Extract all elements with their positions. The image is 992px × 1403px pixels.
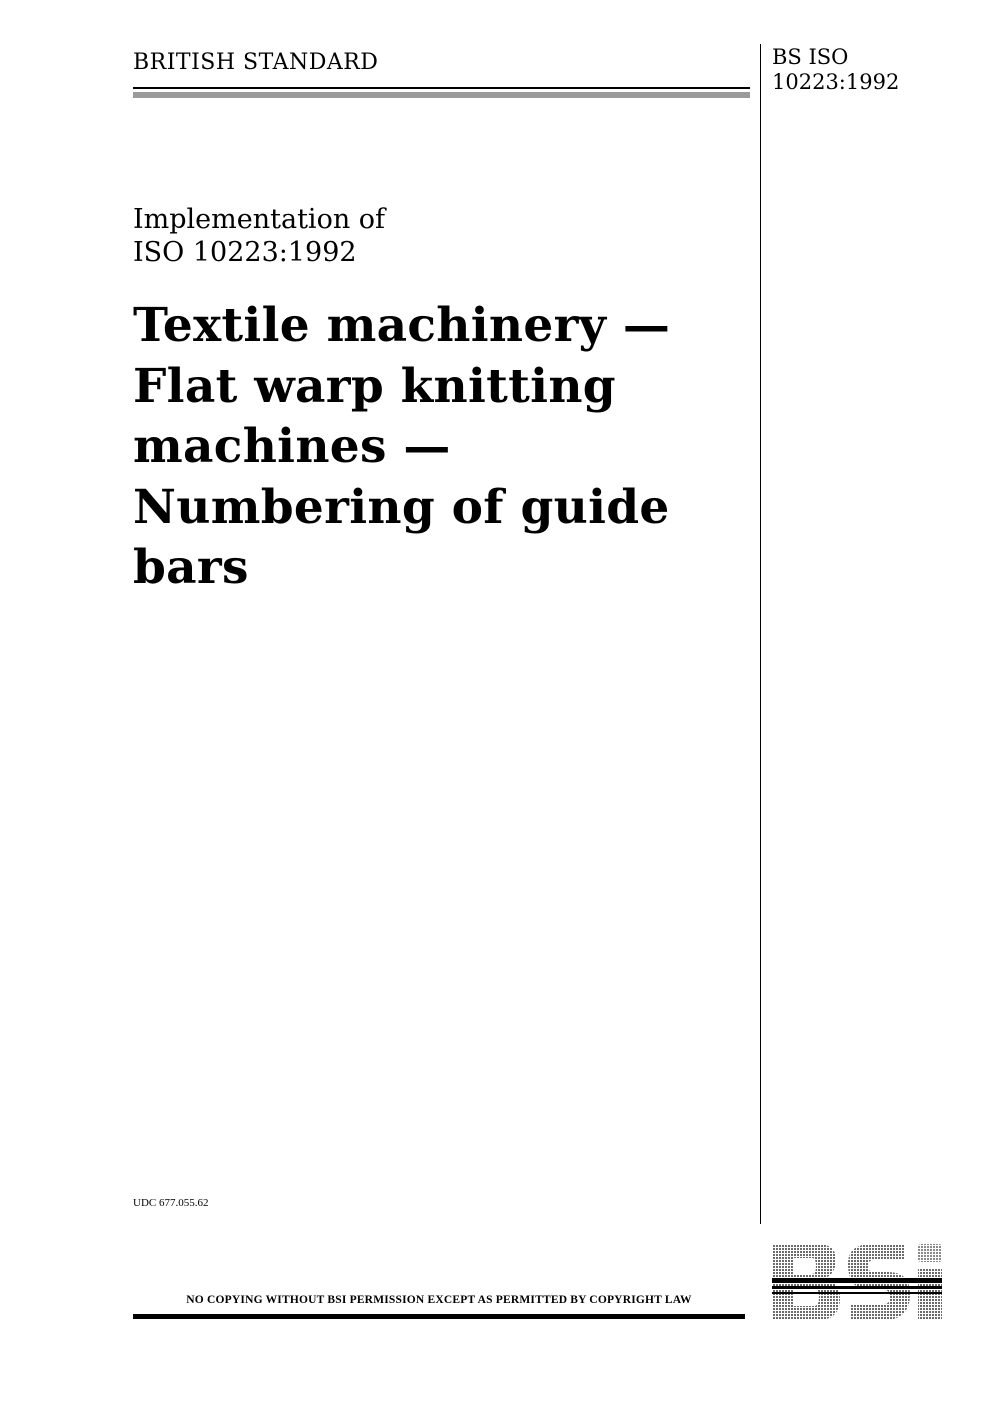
document-title [133,296,753,599]
implementation-line1: Implementation of [133,204,386,235]
bsi-logo [770,1242,945,1322]
implementation-line2: ISO 10223:1992 [133,237,357,268]
implementation-note [133,203,385,269]
title-line: Numbering of guide [133,479,670,535]
standard-number-line2: 10223:1992 [772,70,900,94]
udc-code: UDC 677.055.62 [133,1197,209,1209]
vertical-divider [760,44,761,1224]
title-line: bars [133,540,249,595]
title-line: Textile machinery — [133,298,671,353]
header-rule [133,87,750,98]
series-label: BRITISH STANDARD [133,50,379,75]
copyright-notice: NO COPYING WITHOUT BSI PERMISSION EXCEPT AS PERMITTED BY COPYRIGHT LAW [186,1294,692,1306]
standard-number [772,45,899,95]
standard-number-line1: BS ISO [772,45,849,69]
title-line: machines — [133,419,451,474]
title-line: Flat warp knitting [133,358,616,414]
header-rule-grey [133,92,750,98]
footer-rule [133,1314,745,1319]
